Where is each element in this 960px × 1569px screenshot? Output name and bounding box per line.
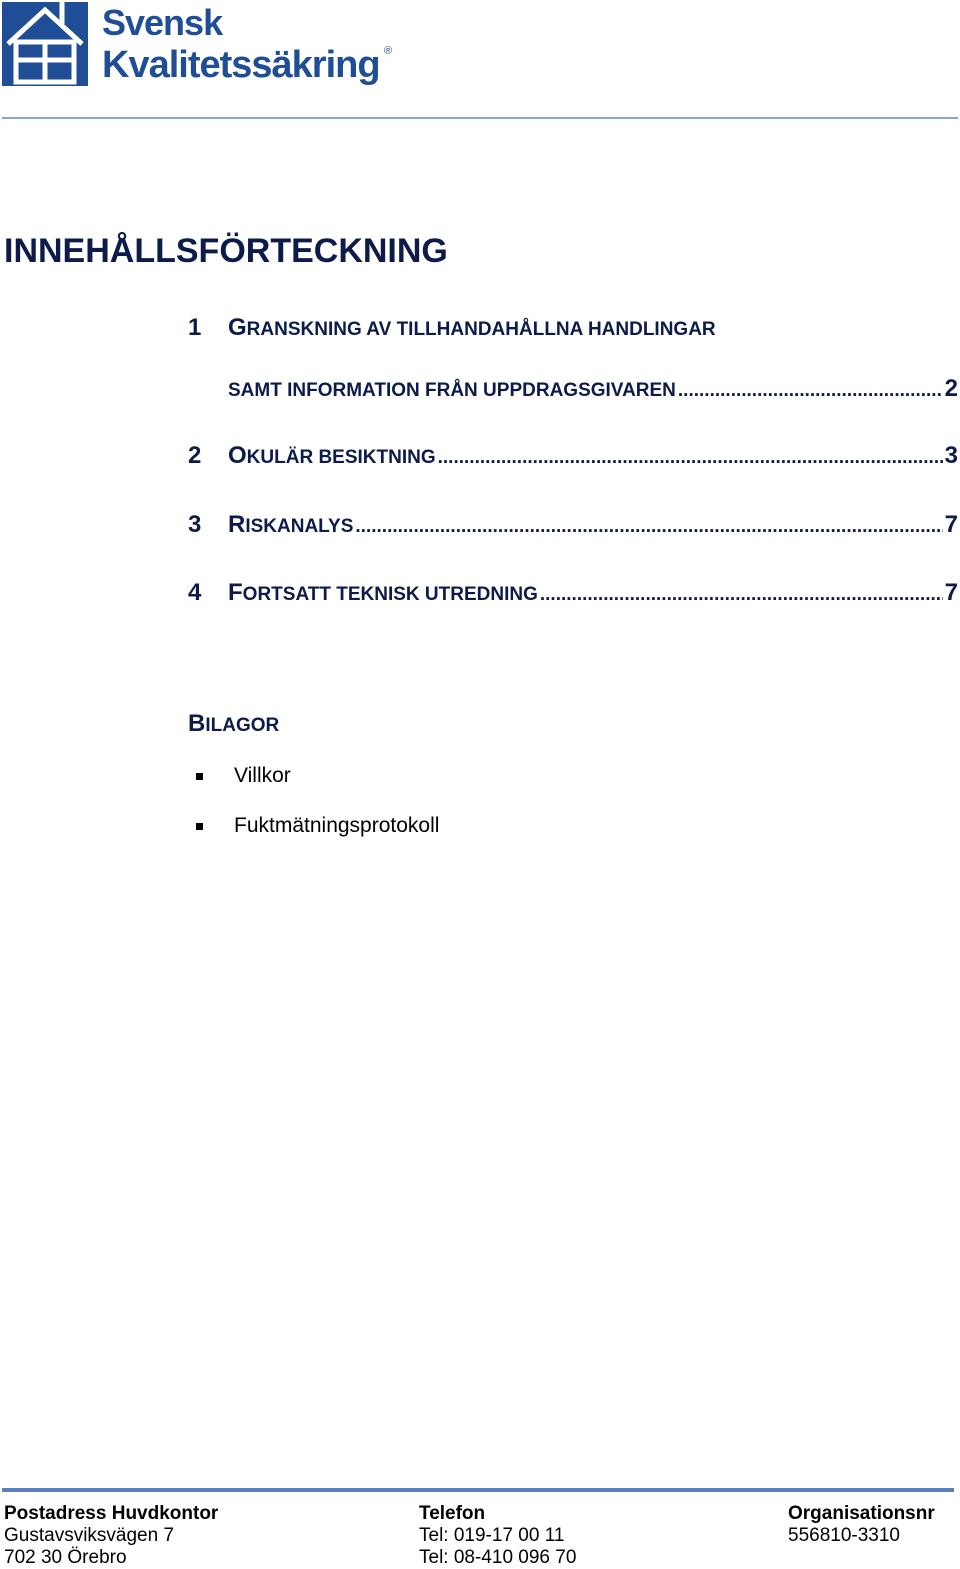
footer-address [4,1503,218,1569]
logo-line-2: Kvalitetssäkring [102,44,380,86]
toc-heading: INNEHÅLLSFÖRTECKNING [4,232,448,270]
logo-line-1: Svensk [102,2,223,43]
toc-entry-title: G RANSKNING AV TILLHANDAHÅLLNA HANDLINGAR [228,314,716,341]
footer-org [788,1503,935,1547]
toc-entry-number: 3 [188,511,202,538]
registered-mark: ® [384,45,393,57]
footer-address-line2: 702 30 Örebro [4,1547,127,1568]
toc-entry-number: 2 [188,442,202,469]
toc-entry-title: O KULÄR BESIKTNING ..... 3 [228,442,958,472]
toc-leader-dots [678,380,943,402]
toc-entry-title: F ORTSATT TEKNISK UTREDNING ..... 7 [228,579,958,609]
appendix-item-villkor [196,764,291,788]
appendices-heading: BILAGOR [188,710,280,737]
toc-page-number: 7 [944,579,958,606]
toc-page-number: 2 [944,375,958,402]
toc-leader-dots [355,513,942,541]
footer-org-label: Organisationsnr [788,1503,935,1524]
toc-page-number: 7 [944,511,958,538]
footer-phone-line1: Tel: 019-17 00 11 [419,1525,565,1546]
toc-entry-title: R ISKANALYS ..... 7 [228,511,958,541]
footer-phone-line2: Tel: 08-410 096 70 [419,1547,577,1568]
footer-org-number: 556810-3310 [788,1525,900,1546]
footer-address-label: Postadress Huvdkontor [4,1503,219,1524]
bullet-icon [196,773,203,780]
footer-address-line1: Gustavsviksvägen 7 [4,1525,175,1546]
toc-entry-1-continuation[interactable] [228,375,958,403]
toc-leader-dots [540,581,943,609]
appendix-item-label: Villkor [234,764,291,787]
toc-entry-number: 4 [188,579,202,606]
toc-entry-number: 1 [188,314,202,341]
page-header [0,0,960,120]
footer-phone-label: Telefon [419,1503,486,1524]
footer-divider [2,1488,954,1492]
toc-page-number: 3 [944,442,958,469]
toc-leader-dots [438,444,943,472]
bullet-icon [196,823,203,830]
appendix-item-label: Fuktmätningsprotokoll [234,814,440,837]
house-logo-icon [2,2,88,86]
footer-phone [419,1503,576,1569]
toc-entry-title-continuation: SAMT INFORMATION FRÅN UPPDRAGSGIVAREN [228,380,676,401]
appendix-item-fuktmatningsprotokoll [196,814,439,838]
header-divider [2,117,958,119]
